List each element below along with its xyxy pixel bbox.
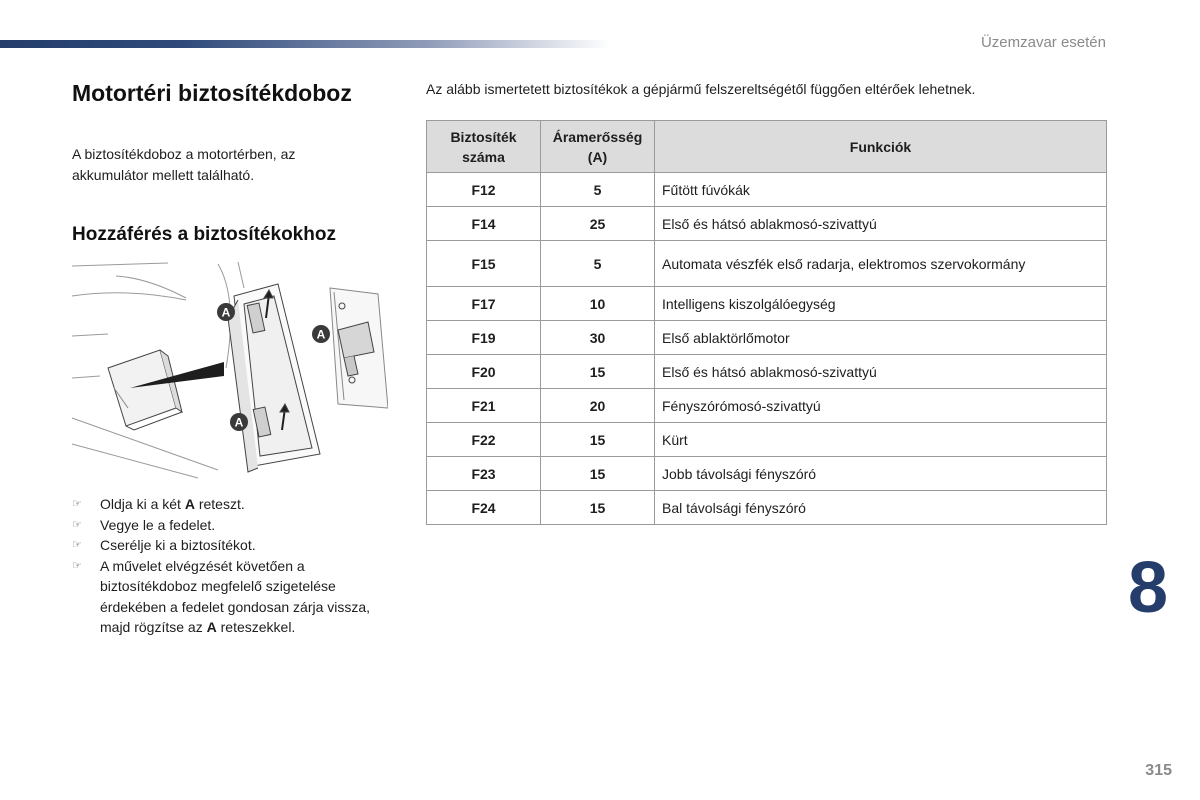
fuse-box-lid: [228, 284, 320, 472]
function-cell: Kürt: [655, 423, 1107, 457]
function-cell: Intelligens kiszolgálóegység: [655, 287, 1107, 321]
table-row: [427, 287, 1107, 321]
pointer-bullet-icon: ☞: [72, 539, 82, 551]
table-row: [427, 457, 1107, 491]
list-item: ☞ Oldja ki a két A reteszt.: [72, 494, 382, 515]
svg-text:A: A: [234, 415, 244, 430]
callout-a-bottom: [230, 413, 248, 431]
amperage-cell: 15: [541, 457, 655, 491]
table-row: [427, 321, 1107, 355]
amperage-cell: 30: [541, 321, 655, 355]
callout-a-top: [217, 303, 235, 321]
fuse-cell: F19: [427, 321, 541, 355]
amperage-cell: 5: [541, 173, 655, 207]
table-row: [427, 207, 1107, 241]
header-functions: Funkciók: [655, 121, 1107, 173]
table-row: [427, 423, 1107, 457]
svg-text:A: A: [221, 305, 231, 320]
amperage-cell: 10: [541, 287, 655, 321]
amperage-cell: 20: [541, 389, 655, 423]
table-lead-text: Az alább ismertetett biztosítékok a gépjármű felszereltségétől függően eltérőek lehetnek.: [426, 81, 976, 97]
function-cell: Automata vészfék első radarja, elektromos szervokormány: [655, 241, 1107, 287]
amperage-cell: 15: [541, 423, 655, 457]
pointer-bullet-icon: ☞: [72, 559, 82, 572]
page-number: 315: [1145, 762, 1172, 779]
intro-text: A biztosítékdoboz a motortérben, az akkumulátor mellett található.: [72, 146, 296, 183]
amperage-cell: 15: [541, 491, 655, 525]
chapter-number: 8: [1128, 548, 1169, 628]
page-title: Motortéri biztosítékdoboz: [72, 80, 352, 106]
list-item: ☞ Cserélje ki a biztosítékot.: [72, 535, 382, 556]
function-cell: Fényszórómosó-szivattyú: [655, 389, 1107, 423]
fuse-cell: F17: [427, 287, 541, 321]
function-cell: Első ablaktörlőmotor: [655, 321, 1107, 355]
fuse-cell: F22: [427, 423, 541, 457]
fuse-box-small: [108, 350, 182, 430]
amperage-cell: 25: [541, 207, 655, 241]
header-amperage: Áramerősség (A): [541, 121, 655, 173]
fuse-cell: F20: [427, 355, 541, 389]
table-row: [427, 173, 1107, 207]
fuse-cell: F14: [427, 207, 541, 241]
header-fuse-number: Biztosíték száma: [427, 121, 541, 173]
callout-a-detail: [312, 325, 330, 343]
latch-detail: [330, 288, 388, 408]
fuse-cell: F12: [427, 173, 541, 207]
section-title: Üzemzavar esetén: [980, 34, 1106, 51]
table-row: [427, 355, 1107, 389]
table-row: [427, 491, 1107, 525]
fuse-cell: F24: [427, 491, 541, 525]
access-subtitle: Hozzáférés a biztosítékokhoz: [72, 224, 336, 245]
list-item: ☞ Vegye le a fedelet.: [72, 515, 382, 536]
amperage-cell: 15: [541, 355, 655, 389]
svg-text:A: A: [316, 327, 326, 342]
amperage-cell: 5: [541, 241, 655, 287]
list-item: ☞ A művelet elvégzését követően a biztosítékdoboz megfelelő szigetelése érdekében a fedelet gondosan zárja vissza, majd rögzítse az A reteszekkel.: [72, 557, 371, 635]
function-cell: Fűtött fúvókák: [655, 173, 1107, 207]
function-cell: Jobb távolsági fényszóró: [655, 457, 1107, 491]
fuse-cell: F21: [427, 389, 541, 423]
fuse-table: [426, 120, 1107, 525]
function-cell: Első és hátsó ablakmosó-szivattyú: [655, 355, 1107, 389]
function-cell: Bal távolsági fényszóró: [655, 491, 1107, 525]
function-cell: Első és hátsó ablakmosó-szivattyú: [655, 207, 1107, 241]
instruction-steps: [72, 494, 382, 638]
fuse-cell: F15: [427, 241, 541, 287]
fuse-box-illustration: [68, 258, 388, 483]
table-row: [427, 389, 1107, 423]
header-accent-bar: [0, 40, 610, 48]
pointer-bullet-icon: ☞: [72, 498, 82, 510]
table-row: [427, 241, 1107, 287]
table-header-row: [427, 121, 1107, 173]
fuse-cell: F23: [427, 457, 541, 491]
pointer-bullet-icon: ☞: [72, 518, 82, 531]
